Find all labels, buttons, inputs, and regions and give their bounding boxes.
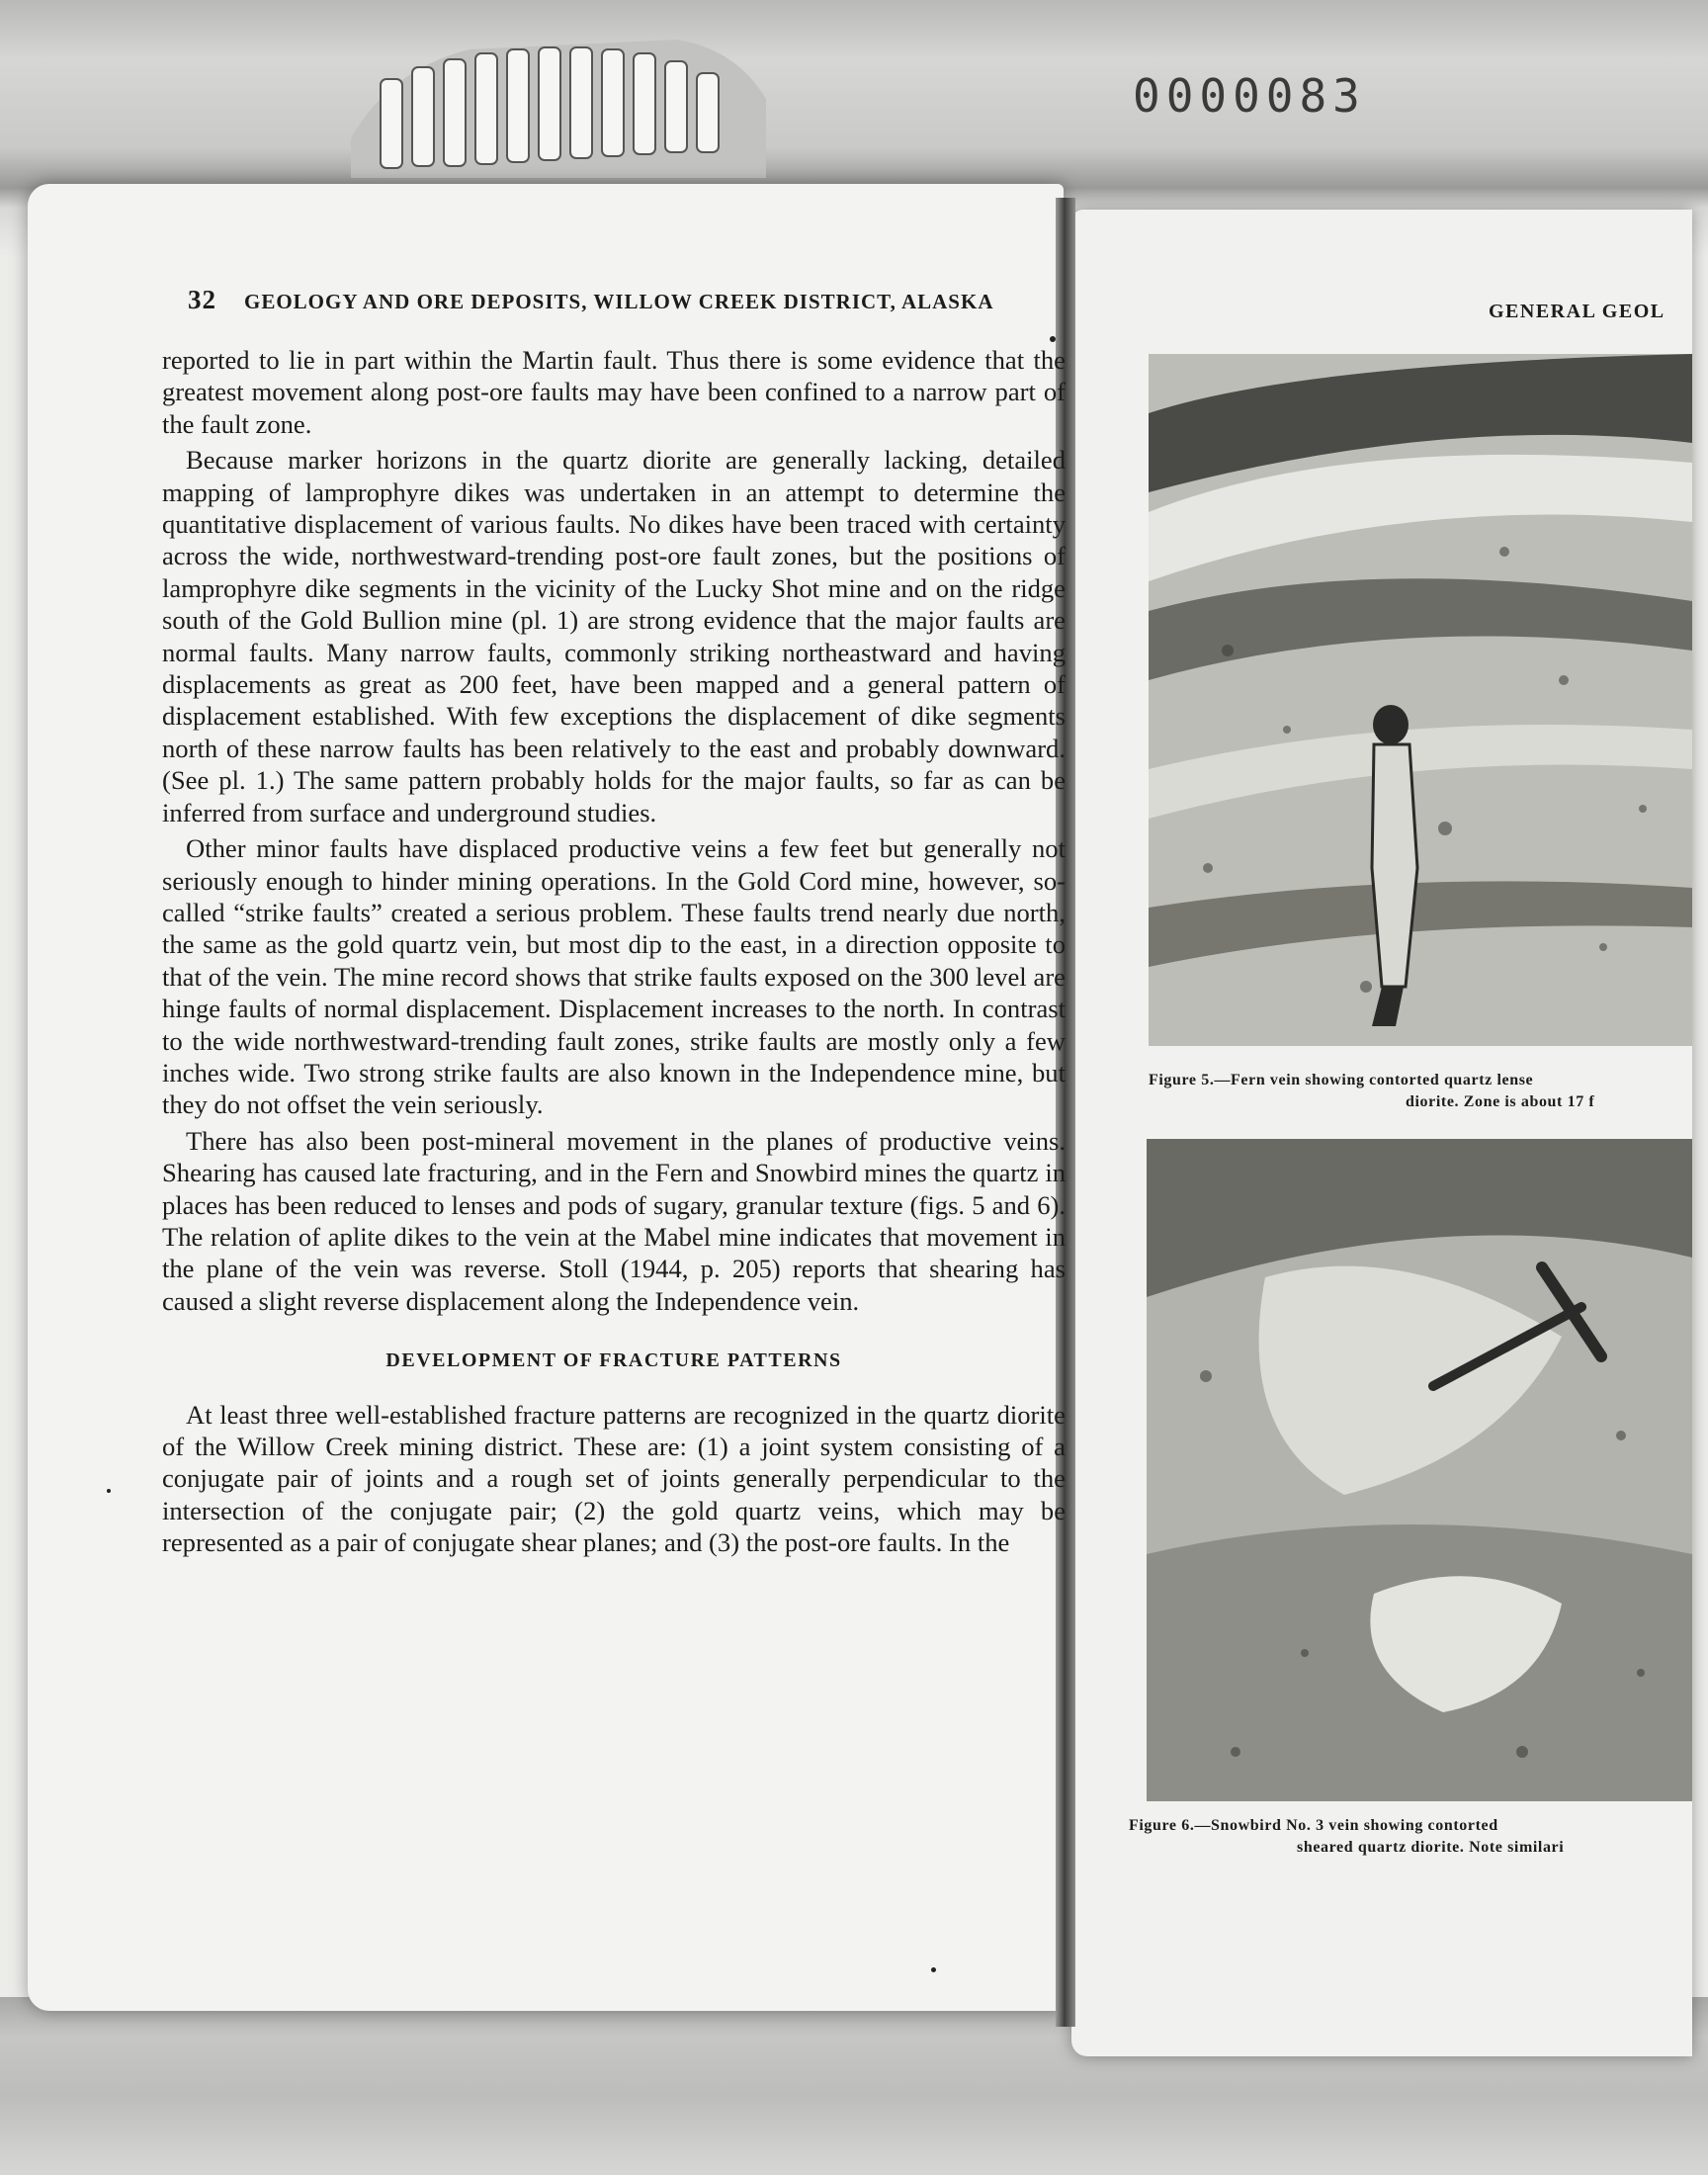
figure-5-label: Figure 5. — [1149, 1072, 1215, 1088]
running-head-title: GEOLOGY AND ORE DEPOSITS, WILLOW CREEK DISTRICT, ALASKA — [244, 290, 994, 313]
figure-6-label: Figure 6. — [1129, 1817, 1195, 1834]
left-page-body — [162, 344, 1066, 1559]
figure-5-photo — [1149, 354, 1692, 1046]
figure-6-caption — [1129, 1815, 1564, 1859]
figure-5-caption-line-1: —Fern vein showing contorted quartz lense — [1214, 1072, 1534, 1088]
paragraph: reported to lie in part within the Martin fault. Thus there is some evidence that the greatest movement along post-ore faults may have been confined to a narrow part of the fault zone. — [162, 345, 1066, 439]
figure-6-caption-line-2: sheared quartz diorite. Note similari — [1297, 1839, 1565, 1856]
paragraph: At least three well-established fracture patterns are recognized in the quartz diorite of the Willow Creek mining district. These are: (1) a joint system consisting of a conjugate pair of joints and a rough set of joints generally perpendicular to the intersection of the conjugate pair; (2) the gold quartz veins, which may be represented as a pair of conjugate shear planes; and (3) the post-ore faults. In the — [162, 1399, 1066, 1558]
page-number: 32 — [188, 285, 216, 314]
section-heading: DEVELOPMENT OF FRACTURE PATTERNS — [385, 1349, 842, 1372]
paragraph: Other minor faults have displaced productive veins a few feet but generally not seriously enough to hinder mining operations. In the Gold Cord mine, however, so-called “strike faults” created a serious problem. These faults trend nearly due north, the same as the gold quartz vein, but most dip to the east, in a direction opposite to that of the vein. The mine record shows that strike faults exposed on the 300 level are hinge faults of normal displacement. Displacement increases to the north. In contrast to the wide northwestward-trending fault zones, strike faults are mostly only a few inches wide. Two strong strike faults are also known in the Independence mine, but they do not offset the vein seriously. — [162, 833, 1066, 1120]
left-running-head — [188, 285, 1058, 315]
scan-speck — [1050, 336, 1056, 342]
document-number-stamp: 0000083 — [1133, 69, 1366, 123]
binding-clip — [351, 30, 766, 178]
paragraph: Because marker horizons in the quartz diorite are generally lacking, detailed mapping of lamprophyre dikes was undertaken in an attempt to determine the quantitative displacement of various faults. No dikes have been traced with certainty across the wide, northwestward-trending post-ore fault zones, but the positions of lamprophyre dike segments in the vicinity of the Lucky Shot mine and on the ridge south of the Gold Bullion mine (pl. 1) are strong evidence that the major faults are normal faults. Many narrow faults, commonly striking northeastward and having displacements as great as 200 feet, have been mapped and a general pattern of displacement established. With few exceptions the displacement of dike segments north of these narrow faults has been relatively to the east and probably downward. (See pl. 1.) The same pattern probably holds for the major faults, so far as can be inferred from surface and underground studies. — [162, 445, 1066, 827]
figure-6-photo — [1147, 1139, 1692, 1801]
figure-5-caption — [1149, 1070, 1594, 1113]
scan-speck — [931, 1967, 936, 1972]
figure-5-caption-line-2: diorite. Zone is about 17 f — [1406, 1093, 1595, 1110]
figure-6-caption-line-1: —Snowbird No. 3 vein showing contorted — [1194, 1817, 1498, 1834]
right-running-head: GENERAL GEOL — [1489, 301, 1665, 322]
paragraph: There has also been post-mineral movement in the planes of productive veins. Shearing has caused late fracturing, and in the Fern and Snowbird mines the quartz in places has been reduced to lenses and pods of sugary, granular texture (figs. 5 and 6). The relation of aplite dikes to the vein at the Mabel mine indicates that movement in the plane of the vein was reverse. Stoll (1944, p. 205) reports that shearing has caused a slight reverse displacement along the Independence vein. — [162, 1125, 1066, 1316]
scan-speck — [107, 1489, 111, 1493]
